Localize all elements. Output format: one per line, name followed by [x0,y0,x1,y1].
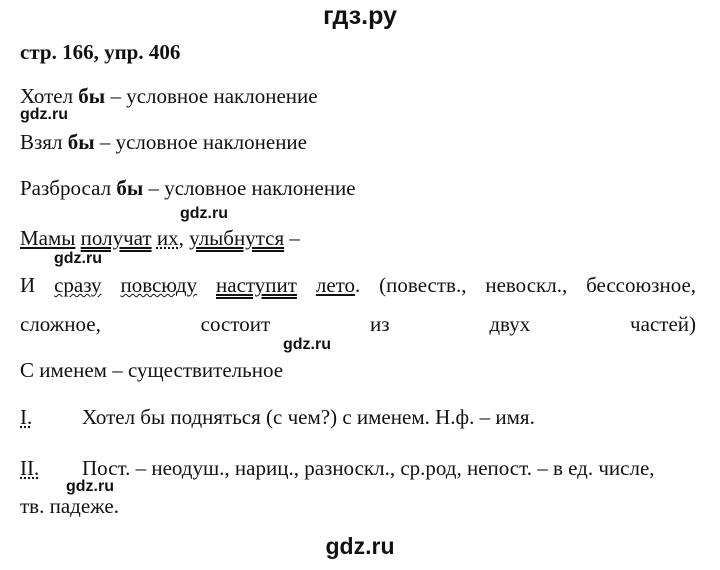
line-9-text: Пост. – неодуш., нариц., разноскл., ср.род, непост. – в ед. числе, [82,456,655,480]
adverbial-word: повсюду [120,273,198,297]
line-3-word: Разбросал [20,176,117,200]
predicate-word: получат [80,226,152,250]
line-10: тв. падеже. [20,494,119,518]
comma: , [178,226,190,250]
line-3-particle: бы [116,176,144,200]
roman-numeral: II. [20,456,40,480]
line-7: С именем – существительное [20,358,284,382]
watermark: gdz.ru [54,250,102,267]
line-5 [20,273,696,298]
line-6: сложное, состоит из двух частей) [20,312,696,336]
site-footer: gdz.ru [325,533,395,559]
line-2-rest: – условное наклонение [94,130,307,154]
subject-word: Мамы [20,226,76,250]
line-1-particle: бы [78,84,106,108]
dash: – [284,226,300,250]
site-header: гдз.ру [323,2,397,30]
watermark: gdz.ru [283,336,331,353]
line-1-rest: – условное наклонение [105,84,318,108]
conjunction-word: И [20,273,36,297]
line-9 [20,456,655,481]
watermark: gdz.ru [20,106,68,123]
line-2-word: Взял [20,130,68,154]
page-title: стр. 166, упр. 406 [20,40,181,64]
line-4 [20,226,300,251]
watermark: gdz.ru [180,205,228,222]
line-8 [20,405,535,430]
line-3 [20,176,356,201]
line-2 [20,130,307,155]
line-1-word: Хотел [20,84,79,108]
roman-numeral: I. [20,405,33,429]
predicate-word: наступит [216,273,297,297]
object-word: их [156,226,179,250]
line-2-particle: бы [67,130,95,154]
adverbial-word: сразу [54,273,102,297]
line-5-rest: . (повеств., невоскл., бессоюзное, [355,273,697,297]
predicate-word: улыбнутся [189,226,285,250]
subject-word: лето [315,273,356,297]
watermark: gdz.ru [66,478,114,495]
line-8-text: Хотел бы подняться (с чем?) с именем. Н.ф. – имя. [82,405,535,429]
line-3-rest: – условное наклонение [143,176,356,200]
